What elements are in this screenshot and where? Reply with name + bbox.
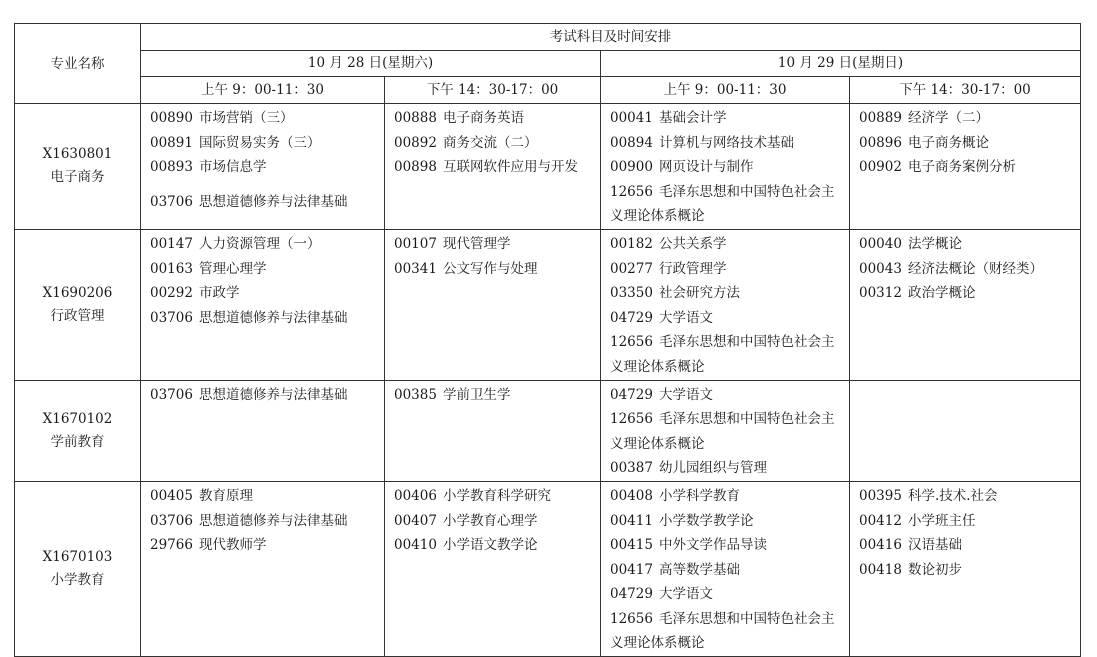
course-item	[610, 607, 845, 656]
course-cell	[850, 229, 1081, 380]
header-row-days	[15, 51, 1081, 77]
course-code: 00891	[150, 134, 193, 151]
course-item	[610, 306, 845, 331]
session-header	[601, 77, 850, 104]
course-item	[859, 131, 1076, 156]
course-item	[610, 383, 845, 408]
course-code: 00407	[394, 512, 437, 529]
course-item	[150, 232, 380, 257]
major-name: 学前教育	[50, 433, 105, 450]
day-label: 10 月 29 日(星期日)	[777, 55, 904, 71]
course-item	[859, 509, 1076, 534]
course-item	[610, 509, 845, 534]
table-row	[15, 104, 1081, 230]
schedule-body	[15, 104, 1081, 657]
course-cell	[141, 104, 385, 230]
course-cell	[141, 229, 385, 380]
course-name: 现代管理学	[442, 235, 511, 252]
course-cell	[141, 380, 385, 481]
course-item	[150, 383, 380, 408]
course-cell	[601, 229, 850, 380]
course-cell	[385, 481, 601, 656]
course-item	[610, 582, 845, 607]
course-name: 大学语文	[658, 386, 713, 403]
course-item	[859, 232, 1076, 257]
course-name: 小学语文教学论	[442, 537, 538, 554]
course-code: 03706	[150, 309, 193, 326]
header-row-sessions	[15, 77, 1081, 104]
course-cell	[385, 380, 601, 481]
course-name: 高等数学基础	[658, 561, 740, 578]
course-name: 电子商务案例分析	[907, 159, 1016, 176]
course-cell	[141, 481, 385, 656]
course-name: 小学教育心理学	[442, 512, 538, 529]
course-name: 数论初步	[907, 561, 962, 578]
course-code: 00341	[394, 260, 437, 277]
course-name: 商务交流（二）	[442, 134, 538, 151]
course-item	[610, 484, 845, 509]
course-item	[394, 155, 596, 180]
course-name: 教育原理	[198, 487, 253, 504]
session-label: 上午 9：00-11：30	[663, 82, 787, 98]
header-row-title	[15, 24, 1081, 51]
major-code: X1690206	[42, 284, 113, 301]
major-cell	[15, 481, 141, 656]
major-code: X1670102	[42, 410, 113, 427]
session-header	[141, 77, 385, 104]
course-cell	[850, 481, 1081, 656]
course-code: 00107	[394, 235, 437, 252]
major-name: 行政管理	[50, 307, 105, 324]
course-code: 00888	[394, 110, 437, 126]
course-cell	[601, 104, 850, 230]
course-code: 04729	[610, 586, 653, 603]
course-name: 市场营销（三）	[198, 110, 294, 126]
course-name: 经济学（二）	[907, 110, 989, 126]
course-name: 思想道德修养与法律基础	[198, 386, 348, 403]
course-item	[394, 106, 596, 131]
major-code: X1670103	[42, 548, 113, 565]
course-name: 互联网软件应用与开发	[442, 159, 578, 176]
course-cell	[601, 481, 850, 656]
exam-schedule-table	[14, 23, 1081, 657]
course-name: 电子商务英语	[442, 110, 524, 126]
course-item	[859, 484, 1076, 509]
course-name: 毛泽东思想和中国特色社会主义理论体系概论	[610, 183, 835, 225]
course-code: 00889	[859, 110, 902, 126]
course-item	[610, 456, 845, 481]
course-name: 政治学概论	[907, 285, 976, 302]
course-item	[610, 257, 845, 282]
course-code: 00898	[394, 159, 437, 176]
course-name: 公文写作与处理	[442, 260, 538, 277]
course-item	[394, 131, 596, 156]
course-code: 03706	[150, 512, 193, 529]
course-name: 毛泽东思想和中国特色社会主义理论体系概论	[610, 610, 835, 652]
course-name: 思想道德修养与法律基础	[198, 193, 348, 210]
course-item	[859, 558, 1076, 583]
course-item	[610, 407, 845, 456]
course-name: 电子商务概论	[907, 134, 989, 151]
day-header-sun	[601, 51, 1081, 77]
major-cell	[15, 104, 141, 230]
course-name: 计算机与网络技术基础	[658, 134, 794, 151]
course-code: 04729	[610, 386, 653, 403]
course-name: 科学.技术.社会	[907, 487, 998, 504]
course-item	[859, 281, 1076, 306]
course-item	[150, 306, 380, 331]
course-name: 思想道德修养与法律基础	[198, 512, 348, 529]
course-item	[150, 106, 380, 131]
course-code: 00408	[610, 487, 653, 504]
course-code: 00395	[859, 487, 902, 504]
major-cell	[15, 229, 141, 380]
course-name: 人力资源管理（一）	[198, 235, 321, 252]
course-name: 经济法概论（财经类）	[907, 260, 1043, 277]
course-code: 12656	[610, 411, 653, 428]
course-cell	[385, 229, 601, 380]
course-item	[394, 257, 596, 282]
course-name: 行政管理学	[658, 260, 727, 277]
course-item	[610, 281, 845, 306]
course-code: 00147	[150, 235, 193, 252]
course-code: 00041	[610, 110, 653, 126]
course-name: 思想道德修养与法律基础	[198, 309, 348, 326]
course-code: 00411	[610, 512, 653, 529]
course-item	[610, 106, 845, 131]
course-name: 公共关系学	[658, 235, 727, 252]
course-name: 幼儿园组织与管理	[658, 460, 767, 477]
major-name: 小学教育	[50, 571, 105, 588]
course-code: 00385	[394, 386, 437, 403]
course-item	[150, 281, 380, 306]
course-code: 00410	[394, 537, 437, 554]
course-item	[150, 131, 380, 156]
major-name-label: 专业名称	[50, 55, 105, 72]
session-label: 下午 14：30-17：00	[426, 82, 559, 98]
course-name: 大学语文	[658, 586, 713, 603]
session-label: 下午 14：30-17：00	[899, 82, 1031, 98]
course-item	[610, 180, 845, 229]
course-name: 网页设计与制作	[658, 159, 754, 176]
major-name: 电子商务	[50, 169, 105, 186]
table-row	[15, 380, 1081, 481]
course-item	[610, 155, 845, 180]
course-name: 国际贸易实务（三）	[198, 134, 321, 151]
course-item	[394, 383, 596, 408]
course-code: 00418	[859, 561, 902, 578]
course-item	[859, 257, 1076, 282]
day-label: 10 月 28 日(星期六)	[307, 55, 434, 71]
course-code: 12656	[610, 610, 653, 627]
course-name: 现代教师学	[198, 537, 267, 554]
course-code: 00163	[150, 260, 193, 277]
course-code: 00415	[610, 537, 653, 554]
course-name: 管理心理学	[198, 260, 267, 277]
course-code: 00890	[150, 110, 193, 126]
session-header	[385, 77, 601, 104]
session-label: 上午 9：00-11：30	[201, 82, 324, 98]
course-code: 00040	[859, 235, 902, 252]
course-item	[859, 106, 1076, 131]
course-code: 03706	[150, 193, 193, 210]
course-item	[859, 533, 1076, 558]
course-cell	[385, 104, 601, 230]
course-cell	[850, 104, 1081, 230]
course-item	[610, 558, 845, 583]
course-code: 00043	[859, 260, 902, 277]
course-item	[859, 155, 1076, 180]
course-item	[394, 533, 596, 558]
course-code: 00387	[610, 460, 653, 477]
table-row	[15, 481, 1081, 656]
course-item	[150, 533, 380, 558]
major-code: X1630801	[42, 146, 113, 163]
course-code: 04729	[610, 309, 653, 326]
course-code: 00900	[610, 159, 653, 176]
course-item	[610, 330, 845, 379]
course-code: 00406	[394, 487, 437, 504]
course-name: 基础会计学	[658, 110, 727, 126]
course-code: 29766	[150, 537, 193, 554]
course-name: 毛泽东思想和中国特色社会主义理论体系概论	[610, 411, 835, 452]
course-name: 大学语文	[658, 309, 713, 326]
course-code: 00896	[859, 134, 902, 151]
course-cell	[850, 380, 1081, 481]
day-header-sat	[141, 51, 601, 77]
course-code: 00277	[610, 260, 653, 277]
course-name: 汉语基础	[907, 537, 962, 554]
course-item	[394, 509, 596, 534]
major-cell	[15, 380, 141, 481]
major-name-header	[15, 24, 141, 104]
course-code: 00292	[150, 285, 193, 302]
schedule-title: 考试科目及时间安排	[549, 29, 672, 45]
course-code: 00412	[859, 512, 902, 529]
course-name: 小学教育科学研究	[442, 487, 551, 504]
course-code: 00417	[610, 561, 653, 578]
course-name: 市政学	[198, 285, 240, 302]
course-name: 法学概论	[907, 235, 962, 252]
course-item	[150, 257, 380, 282]
course-name: 社会研究方法	[658, 285, 740, 302]
course-name: 小学数学教学论	[658, 512, 754, 529]
course-cell	[601, 380, 850, 481]
session-header	[850, 77, 1081, 104]
schedule-title-header	[141, 24, 1081, 51]
course-code: 00416	[859, 537, 902, 554]
course-name: 毛泽东思想和中国特色社会主义理论体系概论	[610, 334, 835, 375]
course-name: 学前卫生学	[442, 386, 511, 403]
course-item	[610, 232, 845, 257]
course-item	[150, 509, 380, 534]
course-code: 00902	[859, 159, 902, 176]
course-code: 00893	[150, 159, 193, 176]
course-item	[394, 484, 596, 509]
course-item	[150, 190, 380, 215]
course-code: 00312	[859, 285, 902, 302]
course-code: 03350	[610, 285, 653, 302]
course-code: 03706	[150, 386, 193, 403]
course-code: 00892	[394, 134, 437, 151]
course-item	[150, 155, 380, 180]
course-code: 12656	[610, 183, 653, 200]
course-code: 00894	[610, 134, 653, 151]
course-name: 市场信息学	[198, 159, 267, 176]
course-code: 00182	[610, 235, 653, 252]
course-item	[610, 131, 845, 156]
course-name: 小学班主任	[907, 512, 976, 529]
course-item	[610, 533, 845, 558]
course-code: 00405	[150, 487, 193, 504]
course-name: 中外文学作品导读	[658, 537, 767, 554]
course-item	[150, 484, 380, 509]
course-item	[394, 232, 596, 257]
table-row	[15, 229, 1081, 380]
course-code: 12656	[610, 334, 653, 351]
course-name: 小学科学教育	[658, 487, 740, 504]
